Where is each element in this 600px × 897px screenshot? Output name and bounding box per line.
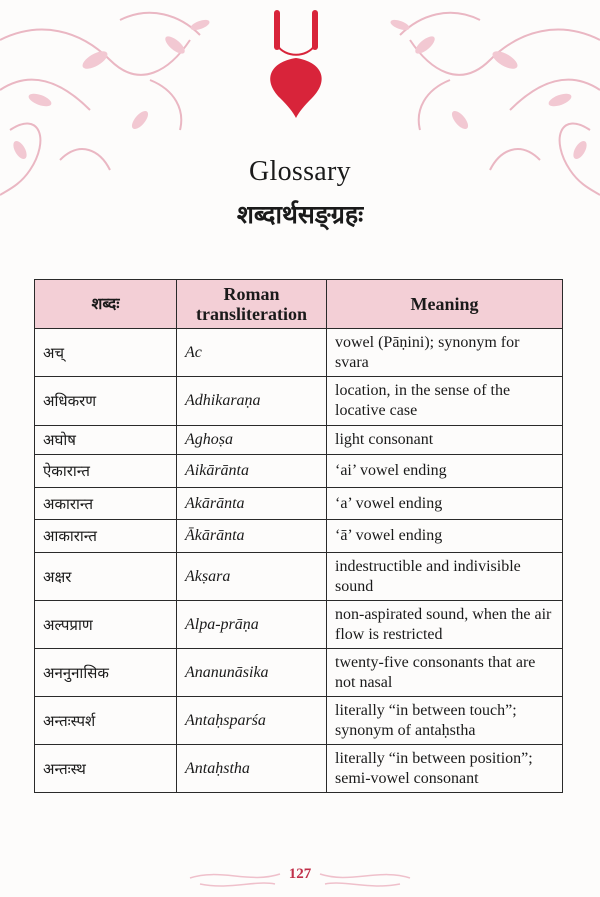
cell-word: अधिकरण [35,377,177,426]
cell-roman: Antaḥstha [177,745,327,793]
cell-meaning: literally “in between touch”; synonym of antaḥstha [327,697,563,745]
cell-meaning: non-aspirated sound, when the air flow is restricted [327,601,563,649]
table-row [35,329,563,377]
table-row [35,697,563,745]
cell-meaning: ‘ai’ vowel ending [327,455,563,488]
table-row [35,553,563,601]
pendant-ornament [270,10,321,118]
cell-word: ऐकारान्त [35,455,177,488]
cell-word: अघोष [35,426,177,455]
cell-meaning: literally “in between position”; semi-vowel consonant [327,745,563,793]
column-header-word: शब्दः [35,280,177,329]
cell-roman: Adhikaraṇa [177,377,327,426]
column-header-meaning: Meaning [327,280,563,329]
table-row [35,455,563,488]
cell-meaning: vowel (Pāṇini); synonym for svara [327,329,563,377]
cell-meaning: ‘ā’ vowel ending [327,520,563,553]
table-row [35,601,563,649]
table-header-row [35,280,563,329]
cell-roman: Ananunāsika [177,649,327,697]
table-row [35,745,563,793]
cell-word: अन्तःस्थ [35,745,177,793]
cell-roman: Akṣara [177,553,327,601]
cell-roman: Ac [177,329,327,377]
cell-word: आकारान्त [35,520,177,553]
table-row [35,488,563,520]
table-row [35,426,563,455]
cell-meaning: light consonant [327,426,563,455]
cell-word: अच् [35,329,177,377]
cell-meaning: location, in the sense of the locative case [327,377,563,426]
cell-roman: Antaḥsparśa [177,697,327,745]
cell-roman: Aikārānta [177,455,327,488]
cell-word: अननुनासिक [35,649,177,697]
table-row [35,377,563,426]
glossary-table [34,279,563,793]
table-row [35,649,563,697]
cell-roman: Alpa-prāṇa [177,601,327,649]
table-row [35,520,563,553]
page-number: 127 [288,866,312,882]
cell-roman: Ākārānta [177,520,327,553]
cell-roman: Aghoṣa [177,426,327,455]
cell-word: अन्तःस्पर्श [35,697,177,745]
page-title: Glossary [249,156,351,187]
cell-roman: Akārānta [177,488,327,520]
cell-meaning: ‘a’ vowel ending [327,488,563,520]
cell-word: अल्पप्राण [35,601,177,649]
cell-word: अकारान्त [35,488,177,520]
cell-word: अक्षर [35,553,177,601]
cell-meaning: indestructible and indivisible sound [327,553,563,601]
page-subtitle-sanskrit: शब्दार्थसङ्ग्रहः [236,200,364,229]
cell-meaning: twenty-five consonants that are not nasal [327,649,563,697]
column-header-roman: Roman transliteration [177,280,327,329]
